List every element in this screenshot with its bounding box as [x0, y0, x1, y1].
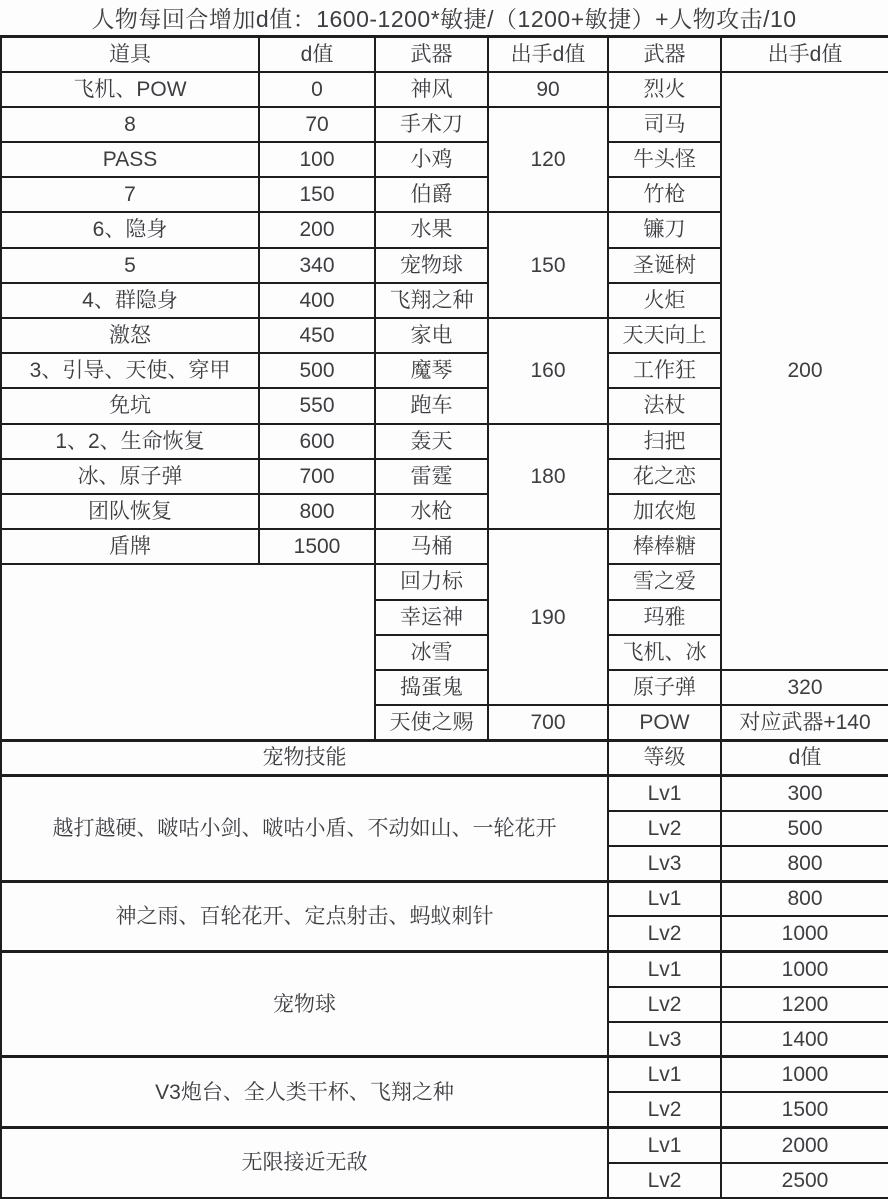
table-cell: Lv1: [608, 881, 721, 916]
table-cell: 马桶: [375, 529, 488, 564]
table-cell: 免坑: [1, 388, 259, 423]
table-cell: Lv1: [608, 1127, 721, 1162]
table-cell: 镰刀: [608, 212, 721, 247]
table-cell: 法杖: [608, 388, 721, 423]
table-cell: 火炬: [608, 283, 721, 318]
table-cell: 幸运神: [375, 600, 488, 635]
table-cell: 雷霆: [375, 459, 488, 494]
table-cell: 加农炮: [608, 494, 721, 529]
column-header: 等级: [608, 740, 721, 775]
column-header: 武器: [375, 37, 488, 72]
table-cell: 激怒: [1, 318, 259, 353]
table-cell: 伯爵: [375, 177, 488, 212]
table-cell: 2000: [721, 1127, 888, 1162]
table-cell: 3、引导、天使、穿甲: [1, 353, 259, 388]
table-cell: 150: [259, 177, 375, 212]
table-cell: 无限接近无敌: [1, 1127, 608, 1197]
table-cell: Lv2: [608, 1163, 721, 1198]
table-cell: 团队恢复: [1, 494, 259, 529]
table-cell: 轰天: [375, 424, 488, 459]
table-cell: 跑车: [375, 388, 488, 423]
table-cell: Lv1: [608, 775, 721, 810]
table-cell: 800: [721, 881, 888, 916]
table-cell: POW: [608, 705, 721, 740]
table-cell: Lv1: [608, 1057, 721, 1092]
table-cell: 圣诞树: [608, 248, 721, 283]
table-cell: 棒棒糖: [608, 529, 721, 564]
table-cell: 400: [259, 283, 375, 318]
table-cell: 500: [721, 811, 888, 846]
table-cell: 回力标: [375, 564, 488, 599]
column-header: 宠物技能: [1, 740, 608, 775]
table-cell: 120: [488, 107, 608, 213]
table-cell: 100: [259, 142, 375, 177]
column-header: 出手d值: [488, 37, 608, 72]
table-row: [1, 1057, 888, 1092]
page-title: 人物每回合增加d值：1600-1200*敏捷/（1200+敏捷）+人物攻击/10: [91, 6, 797, 32]
table-cell: Lv2: [608, 987, 721, 1022]
table-cell: 700: [259, 459, 375, 494]
table-cell: 200: [259, 212, 375, 247]
table-cell: 700: [488, 705, 608, 740]
table-cell: 飞机、POW: [1, 72, 259, 107]
table-cell: 1000: [721, 951, 888, 986]
column-header: 武器: [608, 37, 721, 72]
table-cell: 7: [1, 177, 259, 212]
table-cell: 冰、原子弹: [1, 459, 259, 494]
table-cell: Lv2: [608, 916, 721, 951]
table-cell: PASS: [1, 142, 259, 177]
d-value-table: [0, 35, 888, 1199]
table-cell: 300: [721, 775, 888, 810]
table-cell: 水果: [375, 212, 488, 247]
table-cell: 90: [488, 72, 608, 107]
table-cell: 340: [259, 248, 375, 283]
table-cell: Lv2: [608, 1092, 721, 1127]
table-cell: 550: [259, 388, 375, 423]
table-cell: 1200: [721, 987, 888, 1022]
table-cell: 1500: [721, 1092, 888, 1127]
table-cell: 手术刀: [375, 107, 488, 142]
table-cell: 冰雪: [375, 635, 488, 670]
table-cell: 800: [259, 494, 375, 529]
table-cell: 500: [259, 353, 375, 388]
table-cell: 花之恋: [608, 459, 721, 494]
table-cell: 扫把: [608, 424, 721, 459]
column-header: d值: [721, 740, 888, 775]
table-cell: 原子弹: [608, 670, 721, 705]
table-cell: 神之雨、百轮花开、定点射击、蚂蚁刺针: [1, 881, 608, 951]
table-cell: 190: [488, 529, 608, 705]
table-cell: 8: [1, 107, 259, 142]
table-cell: 1、2、生命恢复: [1, 424, 259, 459]
table-cell: 神风: [375, 72, 488, 107]
table-cell: 150: [488, 212, 608, 318]
table-cell: 玛雅: [608, 600, 721, 635]
table-cell: V3炮台、全人类干杯、飞翔之种: [1, 1057, 608, 1127]
table-cell: 水枪: [375, 494, 488, 529]
table-cell: 1400: [721, 1022, 888, 1057]
column-header: d值: [259, 37, 375, 72]
table-cell: 450: [259, 318, 375, 353]
table-cell: 天天向上: [608, 318, 721, 353]
table-cell: 6、隐身: [1, 212, 259, 247]
table-cell: 0: [259, 72, 375, 107]
table-row: [1, 881, 888, 916]
table-cell: 司马: [608, 107, 721, 142]
table-cell: 1000: [721, 916, 888, 951]
table-cell: Lv1: [608, 951, 721, 986]
table-cell: 烈火: [608, 72, 721, 107]
table-cell: 320: [721, 670, 888, 705]
table-cell: 160: [488, 318, 608, 424]
table-cell: 捣蛋鬼: [375, 670, 488, 705]
table-cell: 1500: [259, 529, 375, 564]
table-cell: 工作狂: [608, 353, 721, 388]
table-cell: 5: [1, 248, 259, 283]
table-cell: 1000: [721, 1057, 888, 1092]
table-cell: [1, 564, 375, 740]
table-row: [1, 37, 888, 72]
table-cell: Lv3: [608, 1022, 721, 1057]
table-cell: 盾牌: [1, 529, 259, 564]
table-cell: 雪之爱: [608, 564, 721, 599]
table-body: [1, 37, 888, 1198]
table-cell: 800: [721, 846, 888, 881]
table-cell: 小鸡: [375, 142, 488, 177]
table-cell: 家电: [375, 318, 488, 353]
column-header: 出手d值: [721, 37, 888, 72]
table-cell: 对应武器+140: [721, 705, 888, 740]
table-cell: 飞翔之种: [375, 283, 488, 318]
column-header: 道具: [1, 37, 259, 72]
table-cell: 飞机、冰: [608, 635, 721, 670]
table-cell: Lv2: [608, 811, 721, 846]
table-cell: 竹枪: [608, 177, 721, 212]
table-row: [1, 775, 888, 810]
table-cell: 越打越硬、啵咕小剑、啵咕小盾、不动如山、一轮花开: [1, 775, 608, 881]
table-row: [1, 951, 888, 986]
table-cell: 牛头怪: [608, 142, 721, 177]
table-row: [1, 740, 888, 775]
table-cell: 2500: [721, 1163, 888, 1198]
table-cell: 600: [259, 424, 375, 459]
table-cell: 宠物球: [375, 248, 488, 283]
table-cell: 天使之赐: [375, 705, 488, 740]
table-cell: Lv3: [608, 846, 721, 881]
table-cell: 200: [721, 72, 888, 670]
table-cell: 180: [488, 424, 608, 530]
table-cell: 70: [259, 107, 375, 142]
table-cell: 魔琴: [375, 353, 488, 388]
table-cell: 宠物球: [1, 951, 608, 1057]
table-row: [1, 72, 888, 107]
table-cell: 4、群隐身: [1, 283, 259, 318]
table-row: [1, 1127, 888, 1162]
